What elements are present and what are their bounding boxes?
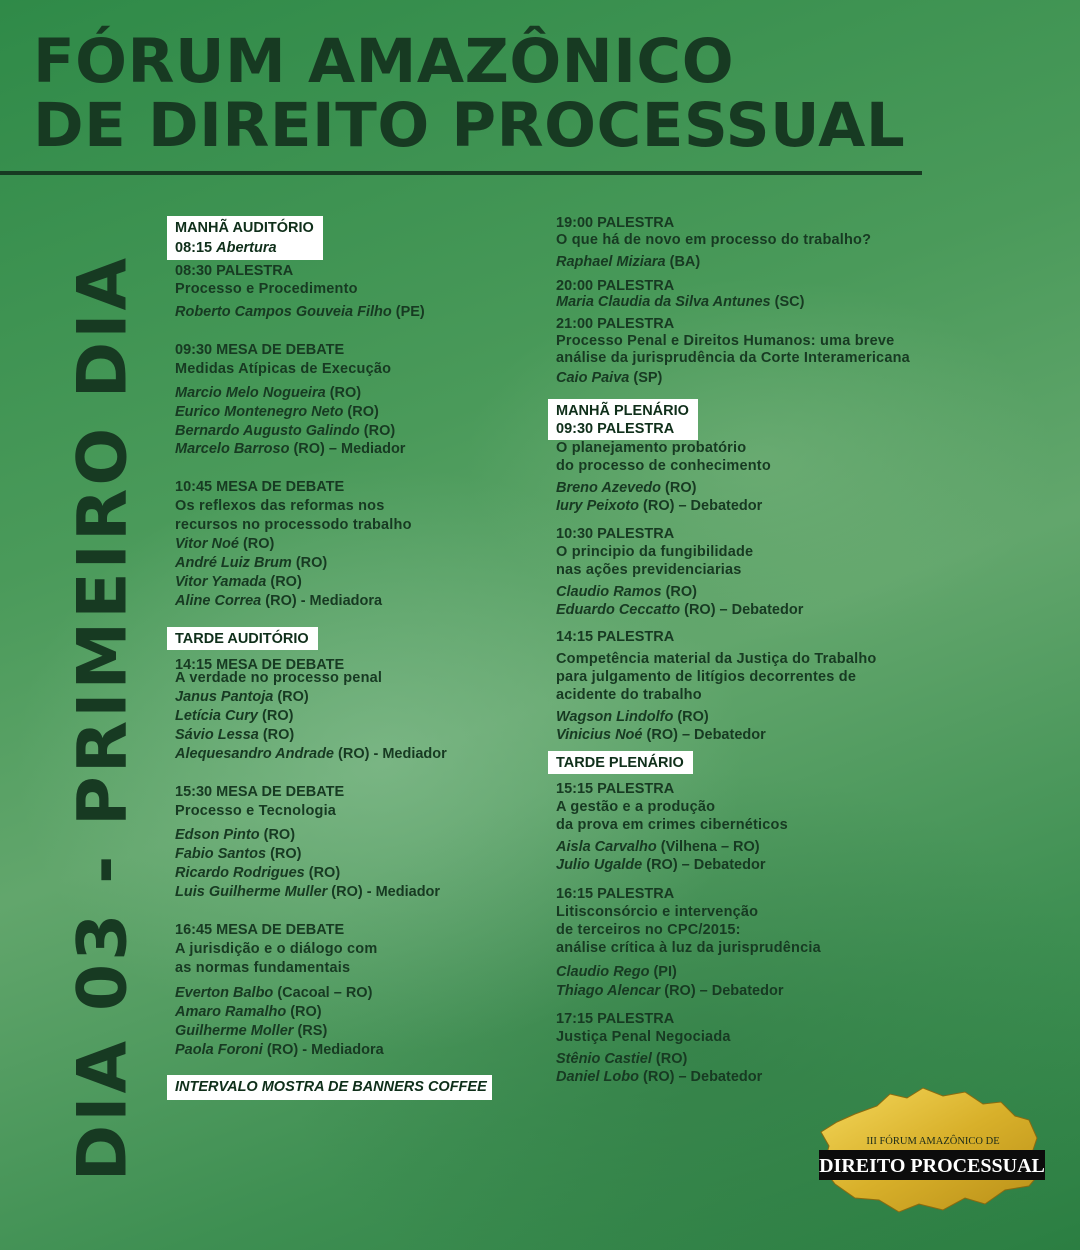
session-title: A gestão e a produção — [556, 799, 716, 815]
session-title: Processo e Tecnologia — [175, 803, 337, 819]
speaker: Marcelo Barroso (RO) – Mediador — [175, 441, 406, 457]
speaker: Ricardo Rodrigues (RO) — [175, 865, 341, 881]
session-title: Justiça Penal Negociada — [556, 1029, 731, 1045]
session-time: 17:15 PALESTRA — [556, 1011, 675, 1027]
speaker: Daniel Lobo (RO) – Debatedor — [556, 1069, 763, 1085]
section-label: MANHÃ AUDITÓRIO — [175, 220, 314, 236]
speaker: Fabio Santos (RO) — [175, 846, 302, 862]
intervalo-banner: INTERVALO MOSTRA DE BANNERS COFFEE — [167, 1075, 492, 1100]
session-title: Medidas Atípicas de Execução — [175, 361, 392, 377]
session-title: O que há de novo em processo do trabalho? — [556, 232, 872, 248]
speaker: Caio Paiva (SP) — [556, 370, 663, 386]
session-title: do processo de conhecimento — [556, 458, 771, 474]
section-tag-manha-plenario — [548, 399, 698, 440]
speaker: André Luiz Brum (RO) — [175, 555, 328, 571]
logo-line2: DIREITO PROCESSUAL — [819, 1155, 1045, 1177]
session-time: 19:00 PALESTRA — [556, 215, 675, 231]
session-title: recursos no processodo trabalho — [175, 517, 412, 533]
abertura-time: 08:15 — [175, 240, 213, 256]
session-title: nas ações previdenciarias — [556, 562, 742, 578]
session-time: 08:30 PALESTRA — [175, 263, 294, 279]
speaker: Claudio Ramos (RO) — [556, 584, 697, 600]
page-title-line2: DE DIREITO PROCESSUAL — [33, 90, 906, 161]
session-title: para julgamento de litígios decorrentes de — [556, 669, 857, 685]
session-time: 15:15 PALESTRA — [556, 781, 675, 797]
logo-line1: III FÓRUM AMAZÔNICO DE — [866, 1136, 1000, 1147]
session-title: Processo Penal e Direitos Humanos: uma breve — [556, 333, 895, 349]
speaker: Julio Ugalde (RO) – Debatedor — [556, 857, 766, 873]
session-time: 09:30 PALESTRA — [556, 421, 675, 437]
speaker: Wagson Lindolfo (RO) — [556, 709, 709, 725]
speaker: Alequesandro Andrade (RO) - Mediador — [175, 746, 447, 762]
session-time: 14:15 PALESTRA — [556, 629, 675, 645]
speaker: Vitor Yamada (RO) — [175, 574, 302, 590]
session-time: 10:45 MESA DE DEBATE — [175, 479, 345, 495]
speaker: Claudio Rego (PI) — [556, 964, 677, 980]
speaker: Letícia Cury (RO) — [175, 708, 294, 724]
speaker: Aline Correa (RO) - Mediadora — [175, 593, 383, 609]
speaker: Eurico Montenegro Neto (RO) — [175, 404, 379, 420]
session-time: 14:15 MESA DE DEBATE — [175, 657, 345, 673]
section-label: MANHÃ PLENÁRIO — [556, 403, 689, 419]
session-title: de terceiros no CPC/2015: — [556, 922, 741, 938]
session-time: 10:30 PALESTRA — [556, 526, 675, 542]
speaker: Marcio Melo Nogueira (RO) — [175, 385, 362, 401]
session-time: 15:30 MESA DE DEBATE — [175, 784, 345, 800]
speaker: Edson Pinto (RO) — [175, 827, 296, 843]
session-time: 16:15 PALESTRA — [556, 886, 675, 902]
speaker: Iury Peixoto (RO) – Debatedor — [556, 498, 763, 514]
day-title-vertical: DIA 03 - PRIMEIRO DIA — [63, 254, 143, 1182]
session-title: acidente do trabalho — [556, 687, 702, 703]
speaker: Sávio Lessa (RO) — [175, 727, 295, 743]
forum-logo — [815, 1086, 1051, 1216]
session-time: 21:00 PALESTRA — [556, 316, 675, 332]
page-title-line1: FÓRUM AMAZÔNICO — [33, 26, 735, 97]
page-title — [33, 26, 906, 161]
speaker: Vitor Noé (RO) — [175, 536, 275, 552]
speaker: Raphael Miziara (BA) — [556, 254, 701, 270]
session-time: 20:00 PALESTRA — [556, 278, 675, 294]
speaker: Guilherme Moller (RS) — [175, 1023, 328, 1039]
speaker: Paola Foroni (RO) - Mediadora — [175, 1042, 384, 1058]
session-title: O principio da fungibilidade — [556, 544, 754, 560]
session-title: Os reflexos das reformas nos — [175, 498, 385, 514]
speaker: Eduardo Ceccatto (RO) – Debatedor — [556, 602, 804, 618]
speaker: Amaro Ramalho (RO) — [175, 1004, 322, 1020]
speaker: Janus Pantoja (RO) — [175, 689, 309, 705]
session-title: análise da jurisprudência da Corte Interamericana — [556, 350, 910, 366]
title-divider — [0, 171, 922, 175]
session-title: análise crítica à luz da jurisprudência — [556, 940, 821, 956]
section-tag-tarde-plenario: TARDE PLENÁRIO — [548, 751, 693, 774]
speaker: Maria Claudia da Silva Antunes (SC) — [556, 294, 805, 310]
session-title: A verdade no processo penal — [175, 670, 383, 686]
speaker: Bernardo Augusto Galindo (RO) — [175, 423, 396, 439]
speaker: Roberto Campos Gouveia Filho (PE) — [175, 304, 425, 320]
speaker: Everton Balbo (Cacoal – RO) — [175, 985, 373, 1001]
speaker: Stênio Castiel (RO) — [556, 1051, 688, 1067]
abertura-label: Abertura — [216, 240, 277, 256]
session-time: 16:45 MESA DE DEBATE — [175, 922, 345, 938]
section-tag-manha-auditorio — [167, 216, 323, 260]
speaker: Vinicius Noé (RO) – Debatedor — [556, 727, 766, 743]
speaker: Luis Guilherme Muller (RO) - Mediador — [175, 884, 441, 900]
speaker: Breno Azevedo (RO) — [556, 480, 697, 496]
session-title: da prova em crimes cibernéticos — [556, 817, 788, 833]
speaker: Thiago Alencar (RO) – Debatedor — [556, 983, 784, 999]
session-title: O planejamento probatório — [556, 440, 747, 456]
session-time: 09:30 MESA DE DEBATE — [175, 342, 345, 358]
speaker: Aisla Carvalho (Vilhena – RO) — [556, 839, 760, 855]
session-title: as normas fundamentais — [175, 960, 351, 976]
session-title: Competência material da Justiça do Trabalho — [556, 651, 877, 667]
session-title: Processo e Procedimento — [175, 281, 358, 297]
section-tag-tarde-auditorio: TARDE AUDITÓRIO — [167, 627, 318, 650]
session-title: A jurisdição e o diálogo com — [175, 941, 378, 957]
session-title: Litisconsórcio e intervenção — [556, 904, 759, 920]
